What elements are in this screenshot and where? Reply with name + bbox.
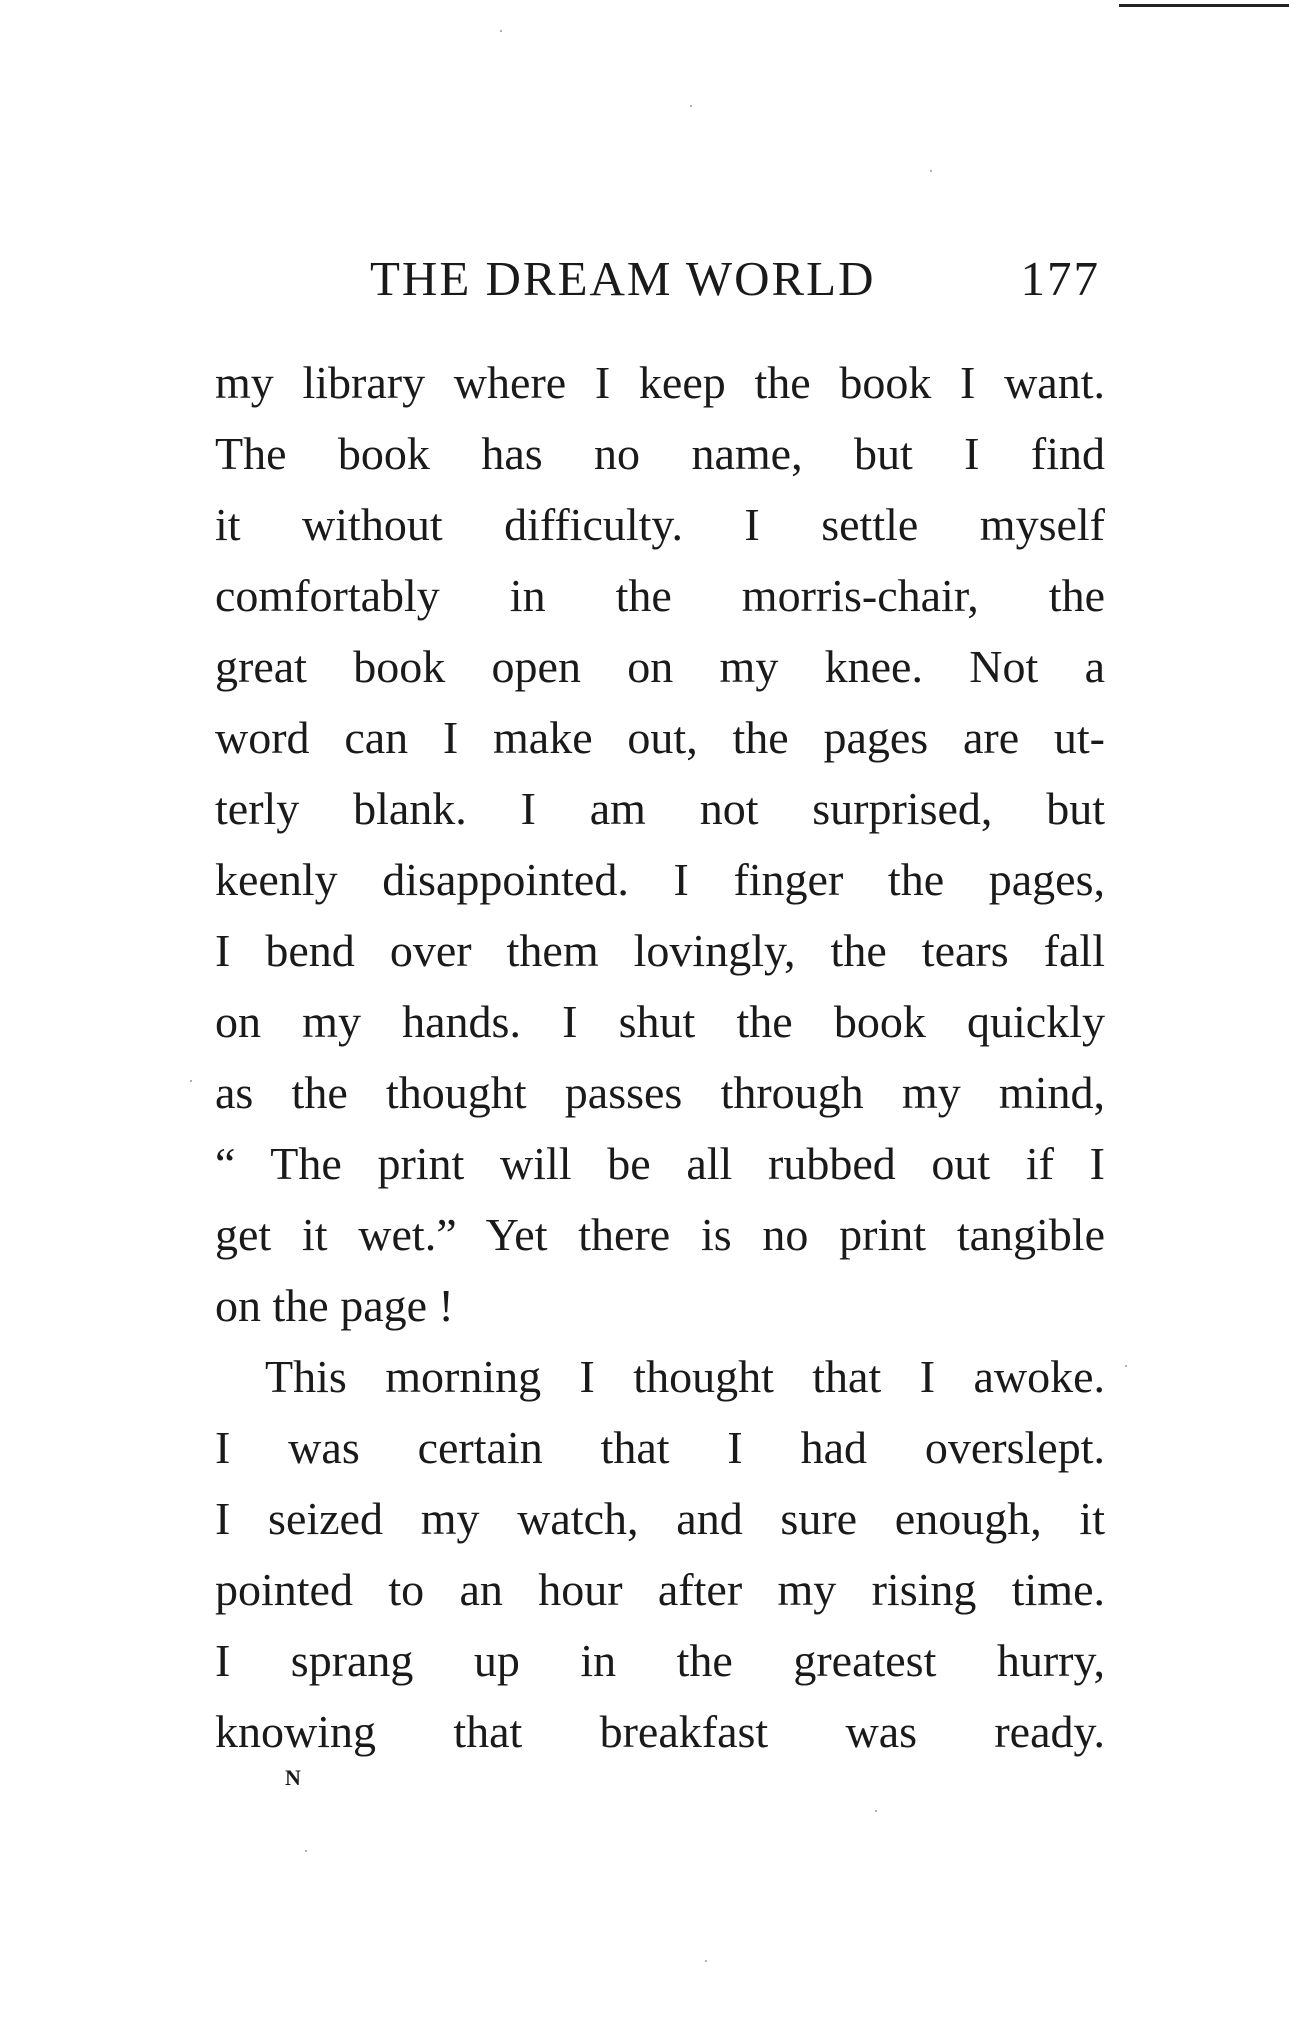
paper-speck bbox=[875, 1810, 877, 1812]
page-number: 177 bbox=[1020, 251, 1100, 306]
paper-speck bbox=[190, 1080, 192, 1082]
text-line: comfortably in the morris-chair, the bbox=[215, 570, 1105, 621]
paper-speck bbox=[930, 170, 932, 172]
text-line: knowing that breakfast was ready. bbox=[215, 1706, 1105, 1757]
text-line: I was certain that I had overslept. bbox=[215, 1422, 1105, 1473]
paper-speck bbox=[690, 105, 692, 107]
text-line: as the thought passes through my mind, bbox=[215, 1067, 1105, 1118]
paper-speck bbox=[500, 30, 502, 32]
text-line: I seized my watch, and sure enough, it bbox=[215, 1493, 1105, 1544]
paragraph bbox=[215, 347, 1105, 1341]
text-line: This morning I thought that I awoke. bbox=[265, 1351, 1105, 1402]
text-line: terly blank. I am not surprised, but bbox=[215, 783, 1105, 834]
body-text bbox=[215, 347, 1105, 1767]
text-line: my library where I keep the book I want. bbox=[215, 357, 1105, 408]
text-line: word can I make out, the pages are ut- bbox=[215, 712, 1105, 763]
running-head-title: THE DREAM WORLD bbox=[370, 251, 876, 306]
text-line: I sprang up in the greatest hurry, bbox=[215, 1635, 1105, 1686]
signature-mark: N bbox=[285, 1765, 301, 1790]
text-line: The book has no name, but I find bbox=[215, 428, 1105, 479]
running-head bbox=[370, 250, 1100, 310]
paragraph bbox=[215, 1341, 1105, 1767]
text-line: get it wet.” Yet there is no print tangible bbox=[215, 1209, 1105, 1260]
text-line: “ The print will be all rubbed out if I bbox=[215, 1138, 1105, 1189]
text-line: keenly disappointed. I finger the pages, bbox=[215, 854, 1105, 905]
paper-speck bbox=[1125, 1365, 1127, 1367]
paper-speck bbox=[305, 1850, 307, 1852]
text-line: I bend over them lovingly, the tears fall bbox=[215, 925, 1105, 976]
text-line: great book open on my knee. Not a bbox=[215, 641, 1105, 692]
top-edge-rule bbox=[1119, 4, 1289, 7]
text-line: pointed to an hour after my rising time. bbox=[215, 1564, 1105, 1615]
text-line: on my hands. I shut the book quickly bbox=[215, 996, 1105, 1047]
paper-speck bbox=[705, 1960, 707, 1962]
text-line: on the page ! bbox=[215, 1280, 454, 1331]
text-line: it without difficulty. I settle myself bbox=[215, 499, 1105, 550]
